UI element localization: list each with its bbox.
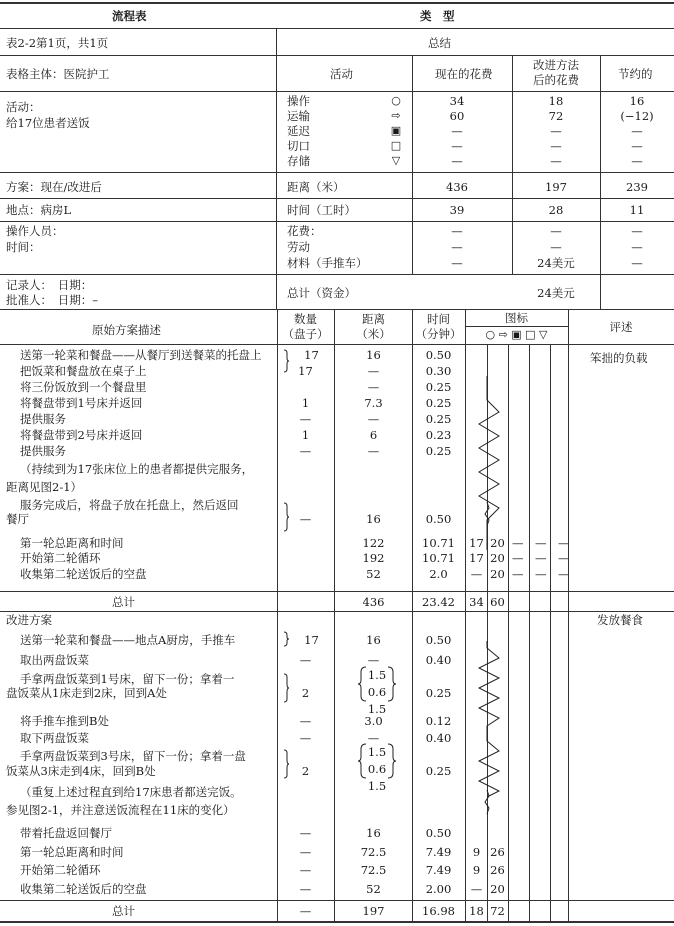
- cost-row-saving: —: [631, 240, 643, 254]
- col-dist-1: 距离: [362, 312, 385, 326]
- original-row-dist: 6: [369, 428, 378, 442]
- original-row-desc: 将三份饭放到一个餐盘里: [20, 380, 147, 394]
- distance-saving: 239: [626, 180, 648, 194]
- col-qty-1: 数量: [294, 312, 317, 326]
- original-row-desc: 提供服务: [20, 412, 66, 426]
- col-chart-symbols: ○ ⇨ ▣ □ ▽: [485, 328, 548, 341]
- original-row-desc: 将餐盘带到2号床并返回: [20, 428, 143, 442]
- summary-row-label: 切口: [287, 139, 310, 153]
- improved-row-dist: 52: [366, 882, 381, 896]
- improved-row-dist: 16: [366, 826, 381, 840]
- original-row-chart-1: 17: [469, 536, 484, 550]
- activity-label: 活动：: [6, 100, 41, 114]
- improved-row-time: 7.49: [425, 863, 452, 877]
- improved-row-qty: —: [299, 882, 312, 896]
- original-row-desc: （持续到为17张床位上的患者都提供完服务，: [20, 462, 254, 476]
- original-total-c1: 34: [469, 595, 484, 609]
- summary-row-current: 60: [449, 109, 465, 123]
- time-field: 时间：: [6, 240, 41, 254]
- original-row-time: 0.25: [425, 396, 452, 410]
- cost-row-saving: —: [631, 256, 643, 270]
- improved-row-chart-2: 26: [490, 845, 505, 859]
- original-row-dist: 52: [366, 567, 381, 581]
- distance-label: 距离（米）: [287, 180, 345, 194]
- summary-row-saving: —: [631, 124, 643, 138]
- original-row-desc: 开始第二轮循环: [20, 551, 101, 565]
- original-row-time: 0.23: [425, 428, 452, 442]
- improved-title: 改进方案: [6, 613, 52, 627]
- brace-value: 1.5: [367, 779, 387, 793]
- subject: 表格主体：医院护工: [6, 67, 110, 81]
- original-row-time: 10.71: [422, 551, 455, 565]
- col-saving: 节约的: [618, 67, 653, 81]
- original-row-dist: —: [367, 444, 380, 458]
- improved-row-chart-1: 9: [472, 845, 481, 859]
- cost-row-current: —: [451, 256, 463, 270]
- cost-row-label: 材料（手推车）: [287, 256, 368, 270]
- improved-total-time: 16.98: [422, 904, 455, 918]
- cost-row-label: 花费：: [287, 224, 322, 238]
- plan: 方案：现在/改进后: [6, 180, 102, 194]
- cost-row-improved: 24美元: [537, 256, 575, 270]
- original-row-dist: 122: [362, 536, 385, 550]
- summary-title: 总结: [428, 36, 451, 50]
- improved-row-qty: 2: [301, 764, 310, 778]
- improved-row-qty: —: [299, 826, 312, 840]
- brace-original-2: [284, 503, 289, 531]
- original-row-chart-2: 20: [490, 536, 505, 550]
- original-total-label: 总计: [112, 595, 135, 609]
- original-total-c2: 60: [490, 595, 505, 609]
- improved-row-qty: 17: [304, 633, 319, 647]
- recorder: 记录人： 日期：: [6, 278, 93, 292]
- summary-row-saving: 16: [629, 94, 645, 108]
- summary-row-improved: 72: [548, 109, 564, 123]
- improved-row-desc: 收集第二轮送饭后的空盘: [20, 882, 147, 896]
- improved-row-qty: 2: [301, 686, 310, 700]
- improved-row-dist: 72.5: [360, 863, 387, 877]
- original-row-chart-dashes: — — —: [512, 536, 570, 550]
- summary-row-symbol: ○: [391, 94, 401, 107]
- summary-row-symbol: ⇨: [391, 109, 401, 122]
- improved-row-qty: —: [299, 731, 312, 745]
- brace-improved-1: [284, 632, 289, 646]
- original-row-dist: —: [367, 380, 380, 394]
- original-row-dist: —: [367, 412, 380, 426]
- improved-row-dist: 3.0: [364, 714, 383, 728]
- summary-row-label: 运输: [287, 109, 310, 123]
- improved-row-desc: （重复上述过程直到给17床患者都送完饭。: [20, 785, 242, 799]
- cost-row-saving: —: [631, 224, 643, 238]
- improved-row-desc: 送第一轮菜和餐盘——地点A厨房，手推车: [20, 633, 236, 647]
- improved-row-desc: 将手推车推到B处: [20, 714, 109, 728]
- original-row-time: 0.50: [425, 512, 452, 526]
- summary-row-improved: —: [550, 154, 562, 168]
- operator: 操作人员：: [6, 224, 64, 238]
- summary-row-improved: —: [550, 139, 562, 153]
- improved-row-chart-2: 26: [490, 863, 505, 877]
- improved-row-desc: 开始第二轮循环: [20, 863, 101, 877]
- brace-value: 1.5: [367, 668, 387, 682]
- original-row-time: 0.25: [425, 380, 452, 394]
- original-total-time: 23.42: [422, 595, 455, 609]
- time-saving: 11: [629, 203, 645, 217]
- improved-row-time: 0.40: [425, 653, 452, 667]
- improved-total-c1: 18: [469, 904, 484, 918]
- original-row-dist: —: [367, 364, 380, 378]
- improved-comment: 发放餐食: [597, 613, 643, 627]
- summary-row-improved: 18: [548, 94, 564, 108]
- approver: 批准人： 日期：–: [6, 293, 98, 307]
- summary-row-label: 延迟: [287, 124, 310, 138]
- brace-values-right-1: [388, 667, 396, 701]
- original-row-time: 0.30: [425, 364, 452, 378]
- improved-row-time: 2.00: [425, 882, 452, 896]
- summary-row-current: 34: [449, 94, 465, 108]
- improved-row-chart-2: 20: [490, 882, 505, 896]
- improved-row-desc: 盘饭菜从1床走到2床，回到A处: [6, 686, 167, 700]
- summary-row-improved: —: [550, 124, 562, 138]
- original-row-time: 0.50: [425, 348, 452, 362]
- original-total-dist: 436: [362, 595, 385, 609]
- original-row-dist: 192: [362, 551, 385, 565]
- original-row-qty: —: [299, 512, 312, 526]
- improved-row-time: 0.25: [425, 686, 452, 700]
- original-row-desc: 距离见图2-1）: [6, 480, 83, 494]
- header-right: 类 型: [420, 9, 455, 23]
- original-row-desc: 提供服务: [20, 444, 66, 458]
- improved-row-desc: 取下两盘饭菜: [20, 731, 89, 745]
- improved-row-dist: —: [367, 653, 380, 667]
- original-row-chart-dashes: — — —: [512, 567, 570, 581]
- original-row-desc: 收集第二轮送饭后的空盘: [20, 567, 147, 581]
- brace-improved-2: [284, 674, 289, 702]
- improved-total-label: 总计: [112, 904, 135, 918]
- cost-row-improved: —: [550, 224, 562, 238]
- improved-row-qty: —: [299, 653, 312, 667]
- improved-row-desc: 手拿两盘饭菜到3号床，留下一份；拿着一盘: [20, 749, 246, 763]
- col-dist-2: （米）: [356, 327, 391, 341]
- improved-row-desc: 带着托盘返回餐厅: [20, 826, 112, 840]
- col-desc: 原始方案描述: [92, 323, 161, 337]
- cost-row-improved: —: [550, 240, 562, 254]
- cost-row-current: —: [451, 240, 463, 254]
- time-improved: 28: [548, 203, 564, 217]
- brace-value: 1.5: [367, 745, 387, 759]
- brace-values-left-1: [358, 667, 366, 701]
- original-row-chart-1: 17: [469, 551, 484, 565]
- comment-original: 笨拙的负载: [590, 351, 648, 365]
- original-row-qty: 1: [301, 396, 310, 410]
- improved-row-time: 0.25: [425, 764, 452, 778]
- summary-row-current: —: [451, 139, 463, 153]
- improved-row-dist: 72.5: [360, 845, 387, 859]
- improved-row-chart-1: —: [470, 882, 483, 896]
- flow-line-original: [479, 376, 499, 550]
- improved-row-chart-1: 9: [472, 863, 481, 877]
- summary-row-label: 操作: [287, 94, 310, 108]
- improved-row-dist: —: [367, 731, 380, 745]
- brace-improved-3: [284, 750, 289, 778]
- improved-row-time: 7.49: [425, 845, 452, 859]
- cost-row-current: —: [451, 224, 463, 238]
- improved-row-desc: 取出两盘饭菜: [20, 653, 89, 667]
- original-row-time: 10.71: [422, 536, 455, 550]
- original-row-time: 2.0: [429, 567, 448, 581]
- summary-row-current: —: [451, 154, 463, 168]
- original-row-desc: 将餐盘带到1号床并返回: [20, 396, 143, 410]
- improved-total-c2: 72: [490, 904, 505, 918]
- brace-value: 0.6: [367, 762, 387, 776]
- summary-row-saving: —: [631, 139, 643, 153]
- total-cost-label: 总计（资金）: [287, 286, 356, 300]
- original-row-qty: 17: [298, 364, 313, 378]
- col-qty-2: （盘子）: [282, 327, 329, 341]
- header-left: 流程表: [112, 9, 147, 23]
- improved-row-desc: 饭菜从3床走到4床，回到B处: [6, 764, 156, 778]
- distance-current: 436: [446, 180, 468, 194]
- page-number: 表2-2第1页，共1页: [6, 36, 109, 50]
- col-improved-1: 改进方法: [533, 58, 579, 72]
- improved-row-desc: 第一轮总距离和时间: [20, 845, 124, 859]
- original-row-desc: 把饭菜和餐盘放在桌子上: [20, 364, 147, 378]
- original-row-qty: 17: [304, 348, 319, 362]
- col-time-2: （分钟）: [415, 327, 462, 341]
- original-row-qty: 1: [301, 428, 310, 442]
- improved-total-dist: 197: [362, 904, 385, 918]
- original-row-chart-2: 20: [490, 551, 505, 565]
- summary-row-label: 存储: [287, 154, 310, 168]
- improved-row-time: 0.50: [425, 633, 452, 647]
- improved-row-desc: 手拿两盘饭菜到1号床，留下一份；拿着一: [20, 672, 235, 686]
- original-row-dist: 16: [366, 512, 381, 526]
- improved-row-qty: —: [299, 863, 312, 877]
- cost-row-label: 劳动: [287, 240, 310, 254]
- summary-row-current: —: [451, 124, 463, 138]
- time-current: 39: [449, 203, 465, 217]
- improved-total-qty: —: [299, 904, 312, 918]
- improved-row-desc: 参见图2-1，并注意送饭流程在11床的变化）: [6, 803, 235, 817]
- brace-value: 1.5: [367, 702, 387, 716]
- distance-improved: 197: [545, 180, 567, 194]
- col-current: 现在的花费: [435, 67, 493, 81]
- flow-line-improved: [479, 641, 499, 797]
- improved-row-time: 0.40: [425, 731, 452, 745]
- col-improved-2: 后的花费: [533, 73, 579, 87]
- original-row-time: 0.25: [425, 412, 452, 426]
- col-comment: 评述: [609, 320, 633, 334]
- summary-row-symbol: ▽: [391, 154, 401, 167]
- original-row-qty: —: [299, 412, 312, 426]
- location: 地点：病房L: [6, 203, 72, 217]
- summary-row-saving: (−12): [620, 109, 654, 123]
- summary-row-symbol: ▣: [390, 124, 402, 137]
- original-row-dist: 7.3: [364, 396, 383, 410]
- original-row-dist: 16: [366, 348, 381, 362]
- col-time-1: 时间: [427, 312, 450, 326]
- col-chart: 图标: [505, 311, 528, 325]
- time-label: 时间（工时）: [287, 203, 356, 217]
- improved-row-dist: 16: [366, 633, 381, 647]
- flow-break-improved: [485, 790, 489, 814]
- brace-values-left-2: [358, 744, 366, 778]
- summary-row-symbol: □: [390, 139, 402, 152]
- improved-row-qty: —: [299, 845, 312, 859]
- brace-values-right-2: [388, 744, 396, 778]
- improved-row-time: 0.50: [425, 826, 452, 840]
- original-row-qty: —: [299, 444, 312, 458]
- original-row-chart-dashes: — — —: [512, 551, 570, 565]
- brace-value: 0.6: [367, 685, 387, 699]
- brace-original-1: [284, 350, 289, 372]
- original-row-desc: 送第一轮菜和餐盘——从餐厅到送餐菜的托盘上: [20, 348, 262, 362]
- original-row-desc: 餐厅: [6, 512, 29, 526]
- original-row-desc: 服务完成后，将盘子放在托盘上，然后返回: [20, 498, 239, 512]
- summary-row-saving: —: [631, 154, 643, 168]
- improved-row-time: 0.12: [425, 714, 452, 728]
- original-row-time: 0.25: [425, 444, 452, 458]
- improved-row-qty: —: [299, 714, 312, 728]
- original-row-chart-2: 20: [490, 567, 505, 581]
- total-cost-value: 24美元: [537, 286, 575, 300]
- original-row-desc: 第一轮总距离和时间: [20, 536, 124, 550]
- activity-desc: 给17位患者送饭: [6, 116, 90, 130]
- original-row-chart-1: —: [470, 567, 483, 581]
- col-activity: 活动: [330, 67, 353, 81]
